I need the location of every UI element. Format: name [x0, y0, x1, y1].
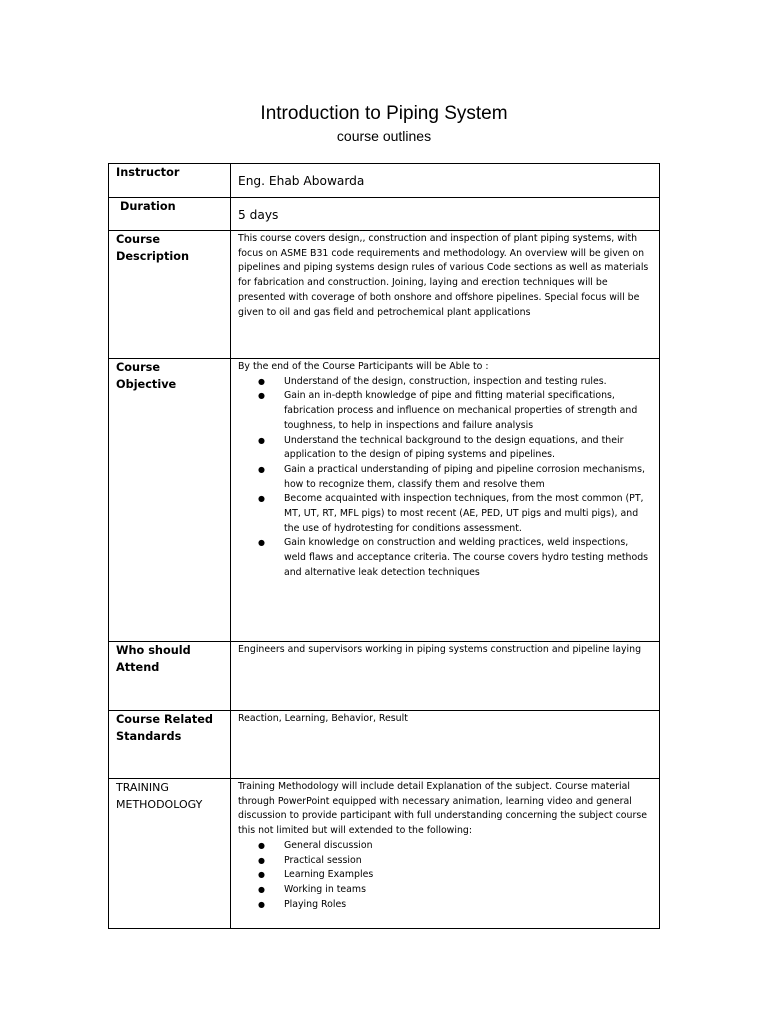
course-outline-table	[108, 163, 660, 929]
attend-label: Who should Attend	[109, 642, 231, 711]
methodology-content	[231, 779, 660, 929]
objective-intro: By the end of the Course Participants will be Able to :	[238, 361, 489, 372]
list-item: ● Understand the technical background to the design equations, and their application to the design of piping systems and pipelines.	[284, 434, 653, 463]
duration-value: 5 days	[231, 198, 660, 231]
table-row-methodology	[109, 779, 660, 929]
list-item: ● Playing Roles	[284, 898, 653, 913]
attend-text: Engineers and supervisors working in piping systems construction and pipeline laying	[231, 642, 660, 711]
methodology-label: TRAINING METHODOLOGY	[109, 779, 231, 929]
table-row-attend	[109, 642, 660, 711]
methodology-list	[238, 839, 653, 913]
objective-content	[231, 359, 660, 642]
objective-label: Course Objective	[109, 359, 231, 642]
list-item: ● Gain an in-depth knowledge of pipe and fitting material specifications, fabrication process and influence on mechanical properties of strength and toughness, to help in inspections and failure analysis	[284, 389, 653, 433]
description-text: This course covers design,, construction and inspection of plant piping systems, with focus on ASME B31 code requirements and methodology. An overview will be given on pipelines and piping systems design rules of various Code sections as well as materials for fabrication and construction. Joining, laying and erection techniques will be presented with coverage of both onshore and offshore pipelines. Special focus will be given to oil and gas field and petrochemical plant applications	[231, 231, 660, 359]
duration-label: Duration	[109, 198, 231, 231]
standards-label: Course Related Standards	[109, 711, 231, 779]
table-row-instructor	[109, 164, 660, 198]
methodology-intro: Training Methodology will include detail Explanation of the subject. Course material through PowerPoint equipped with necessary animation, learning video and general discussion to provide participant with full understanding concerning the subject course this not limited but will extended to the following:	[238, 781, 647, 837]
list-item: ● Gain knowledge on construction and welding practices, weld inspections, weld flaws and acceptance criteria. The course covers hydro testing methods and alternative leak detection techniques	[284, 536, 653, 580]
standards-text: Reaction, Learning, Behavior, Result	[231, 711, 660, 779]
document-subtitle: course outlines	[336, 128, 432, 144]
list-item: ● Working in teams	[284, 883, 653, 898]
table-row-description	[109, 231, 660, 359]
table-row-duration	[109, 198, 660, 231]
list-item: ● Understand of the design, construction, inspection and testing rules.	[284, 375, 653, 390]
description-label: Course Description	[109, 231, 231, 359]
list-item: ● Become acquainted with inspection techniques, from the most common (PT, MT, UT, RT, MFL pigs) to most recent (AE, PED, UT pigs and multi pigs), and the use of hydrotesting for conditions assessment.	[284, 492, 653, 536]
list-item: ● Practical session	[284, 854, 653, 869]
objective-list	[238, 375, 653, 581]
document-title: Introduction to Piping System	[260, 103, 508, 124]
instructor-value: Eng. Ehab Abowarda	[231, 164, 660, 198]
list-item: ● General discussion	[284, 839, 653, 854]
table-row-objective	[109, 359, 660, 642]
table-row-standards	[109, 711, 660, 779]
instructor-label: Instructor	[109, 164, 231, 198]
list-item: ● Gain a practical understanding of piping and pipeline corrosion mechanisms, how to recognize them, classify them and resolve them	[284, 463, 653, 492]
list-item: ● Learning Examples	[284, 868, 653, 883]
